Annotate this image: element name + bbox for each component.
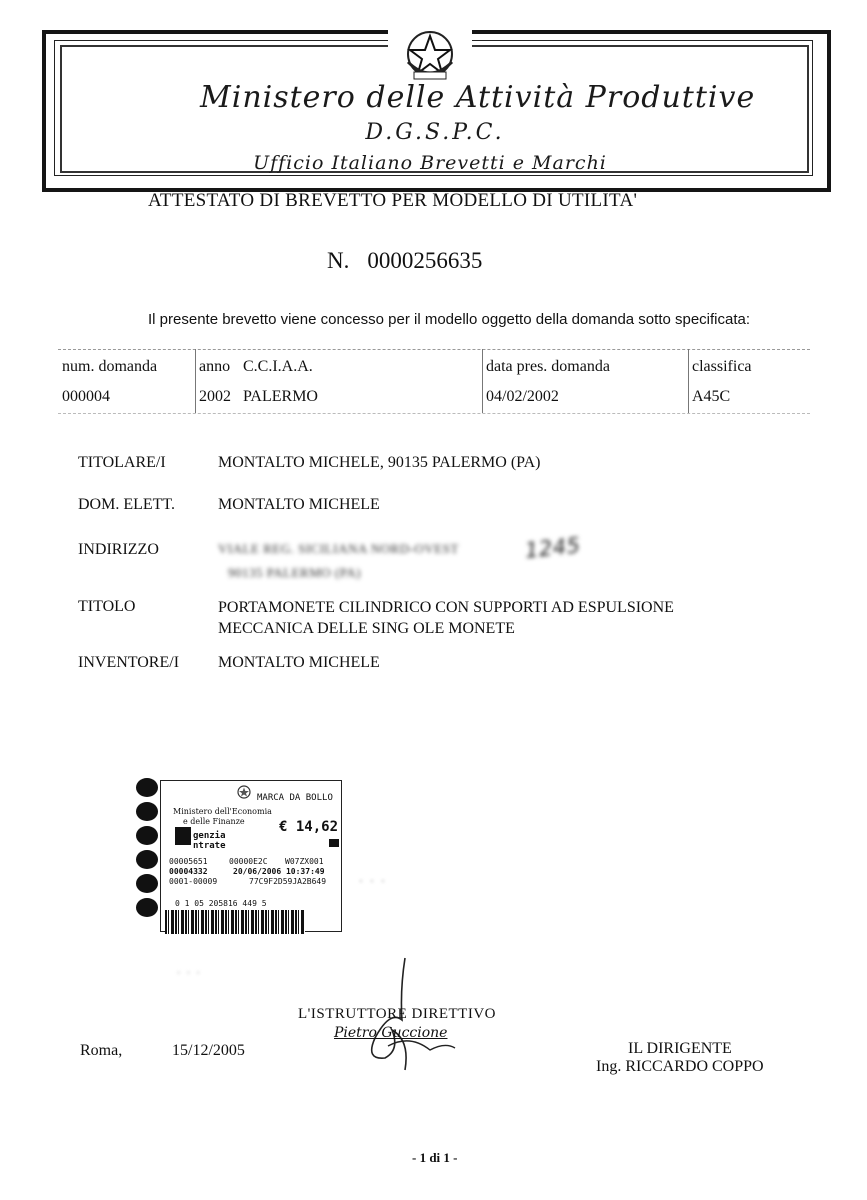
header-data-pres: data pres. domanda [486, 358, 610, 375]
agency-logo-icon [175, 827, 191, 845]
inventore-label: INVENTORE/I [78, 654, 180, 671]
faded-mark: · · · [176, 964, 201, 981]
istruttore-title: L'ISTRUTTORE DIRETTIVO [298, 1006, 496, 1022]
dirigente-name: Ing. RICCARDO COPPO [596, 1058, 764, 1075]
titolo-line-1: PORTAMONETE CILINDRICO CON SUPPORTI AD ESPULSIONE [218, 599, 674, 616]
stamp-label: MARCA DA BOLLO [257, 793, 333, 803]
stamp-issuer-2: e delle Finanze [183, 817, 245, 826]
inventore-value: MONTALTO MICHELE [218, 654, 380, 671]
faded-mark: · · · [358, 870, 386, 890]
indirizzo-handwritten-number: 1245 [523, 533, 582, 563]
intro-text: Il presente brevetto viene concesso per il modello oggetto della domanda sotto specificata: [148, 311, 751, 328]
italian-emblem-icon [388, 14, 472, 88]
table-top-rule [58, 349, 810, 350]
value-cciaa: PALERMO [243, 388, 318, 405]
directorate-name: D.G.S.P.C. [365, 120, 505, 145]
titolo-label: TITOLO [78, 598, 136, 615]
stamp-issuer-1: Ministero dell'Economia [173, 807, 272, 816]
titolare-label: TITOLARE/I [78, 454, 166, 471]
stamp-emblem-icon [237, 785, 251, 799]
page-number: - 1 di 1 - [412, 1150, 458, 1165]
stamp-barcode [165, 910, 305, 934]
header-anno: anno [199, 358, 231, 375]
stamp-mark [329, 839, 339, 847]
header-classifica: classifica [692, 358, 752, 375]
ministry-name: Ministero delle Attività Produttive [200, 80, 756, 115]
document-title: ATTESTATO DI BREVETTO PER MODELLO DI UTILITA' [148, 190, 638, 211]
stamp-barcode-number: 0 1 05 205816 449 5 [175, 899, 267, 908]
stamp-agency-1: genzia [193, 831, 226, 841]
stamp-code-6: 77C9F2D59JA2B649 [249, 877, 327, 886]
titolo-line-2: MECCANICA DELLE SING OLE MONETE [218, 620, 515, 637]
value-classifica: A45C [692, 388, 731, 405]
office-name: Ufficio Italiano Brevetti e Marchi [253, 152, 607, 174]
stamp-code-3: W07ZX001 [285, 857, 324, 866]
value-anno: 2002 [199, 388, 231, 405]
patent-number-prefix: N. [327, 248, 350, 273]
dom-elett-value: MONTALTO MICHELE [218, 496, 380, 513]
indirizzo-label: INDIRIZZO [78, 541, 159, 558]
header-num-domanda: num. domanda [62, 358, 158, 375]
issue-date: 15/12/2005 [172, 1042, 245, 1059]
patent-number-value: 0000256635 [367, 248, 483, 273]
header-cciaa: C.C.I.A.A. [243, 358, 313, 375]
stamp-amount: € 14,62 [279, 819, 339, 835]
place: Roma, [80, 1042, 123, 1059]
stamp-code-1: 00005651 [169, 857, 208, 866]
patent-number [327, 248, 482, 274]
table-divider [195, 349, 196, 413]
stamp-code-2: 00000E2C [229, 857, 268, 866]
stamp-code-5: 0001-00009 [169, 877, 218, 886]
stamp-perforation [128, 776, 164, 940]
value-num-domanda: 000004 [62, 388, 110, 405]
indirizzo-line-1: VIALE REG. SICILIANA NORD-OVEST [218, 541, 459, 556]
istruttore-name: Pietro Guccione [334, 1025, 448, 1041]
table-divider [482, 349, 483, 413]
titolare-value: MONTALTO MICHELE, 90135 PALERMO (PA) [218, 454, 541, 471]
dom-elett-label: DOM. ELETT. [78, 496, 176, 513]
dirigente-title: IL DIRIGENTE [628, 1040, 732, 1057]
stamp-code-4: 00004332 [169, 867, 208, 876]
indirizzo-line-2: 90135 PALERMO (PA) [228, 565, 362, 580]
table-divider [688, 349, 689, 413]
stamp-datetime: 20/06/2006 10:37:49 [233, 867, 325, 876]
emblem-area [388, 14, 472, 88]
value-data-pres: 04/02/2002 [486, 388, 559, 405]
table-bottom-rule [58, 413, 810, 414]
stamp-agency-2: ntrate [193, 841, 226, 851]
